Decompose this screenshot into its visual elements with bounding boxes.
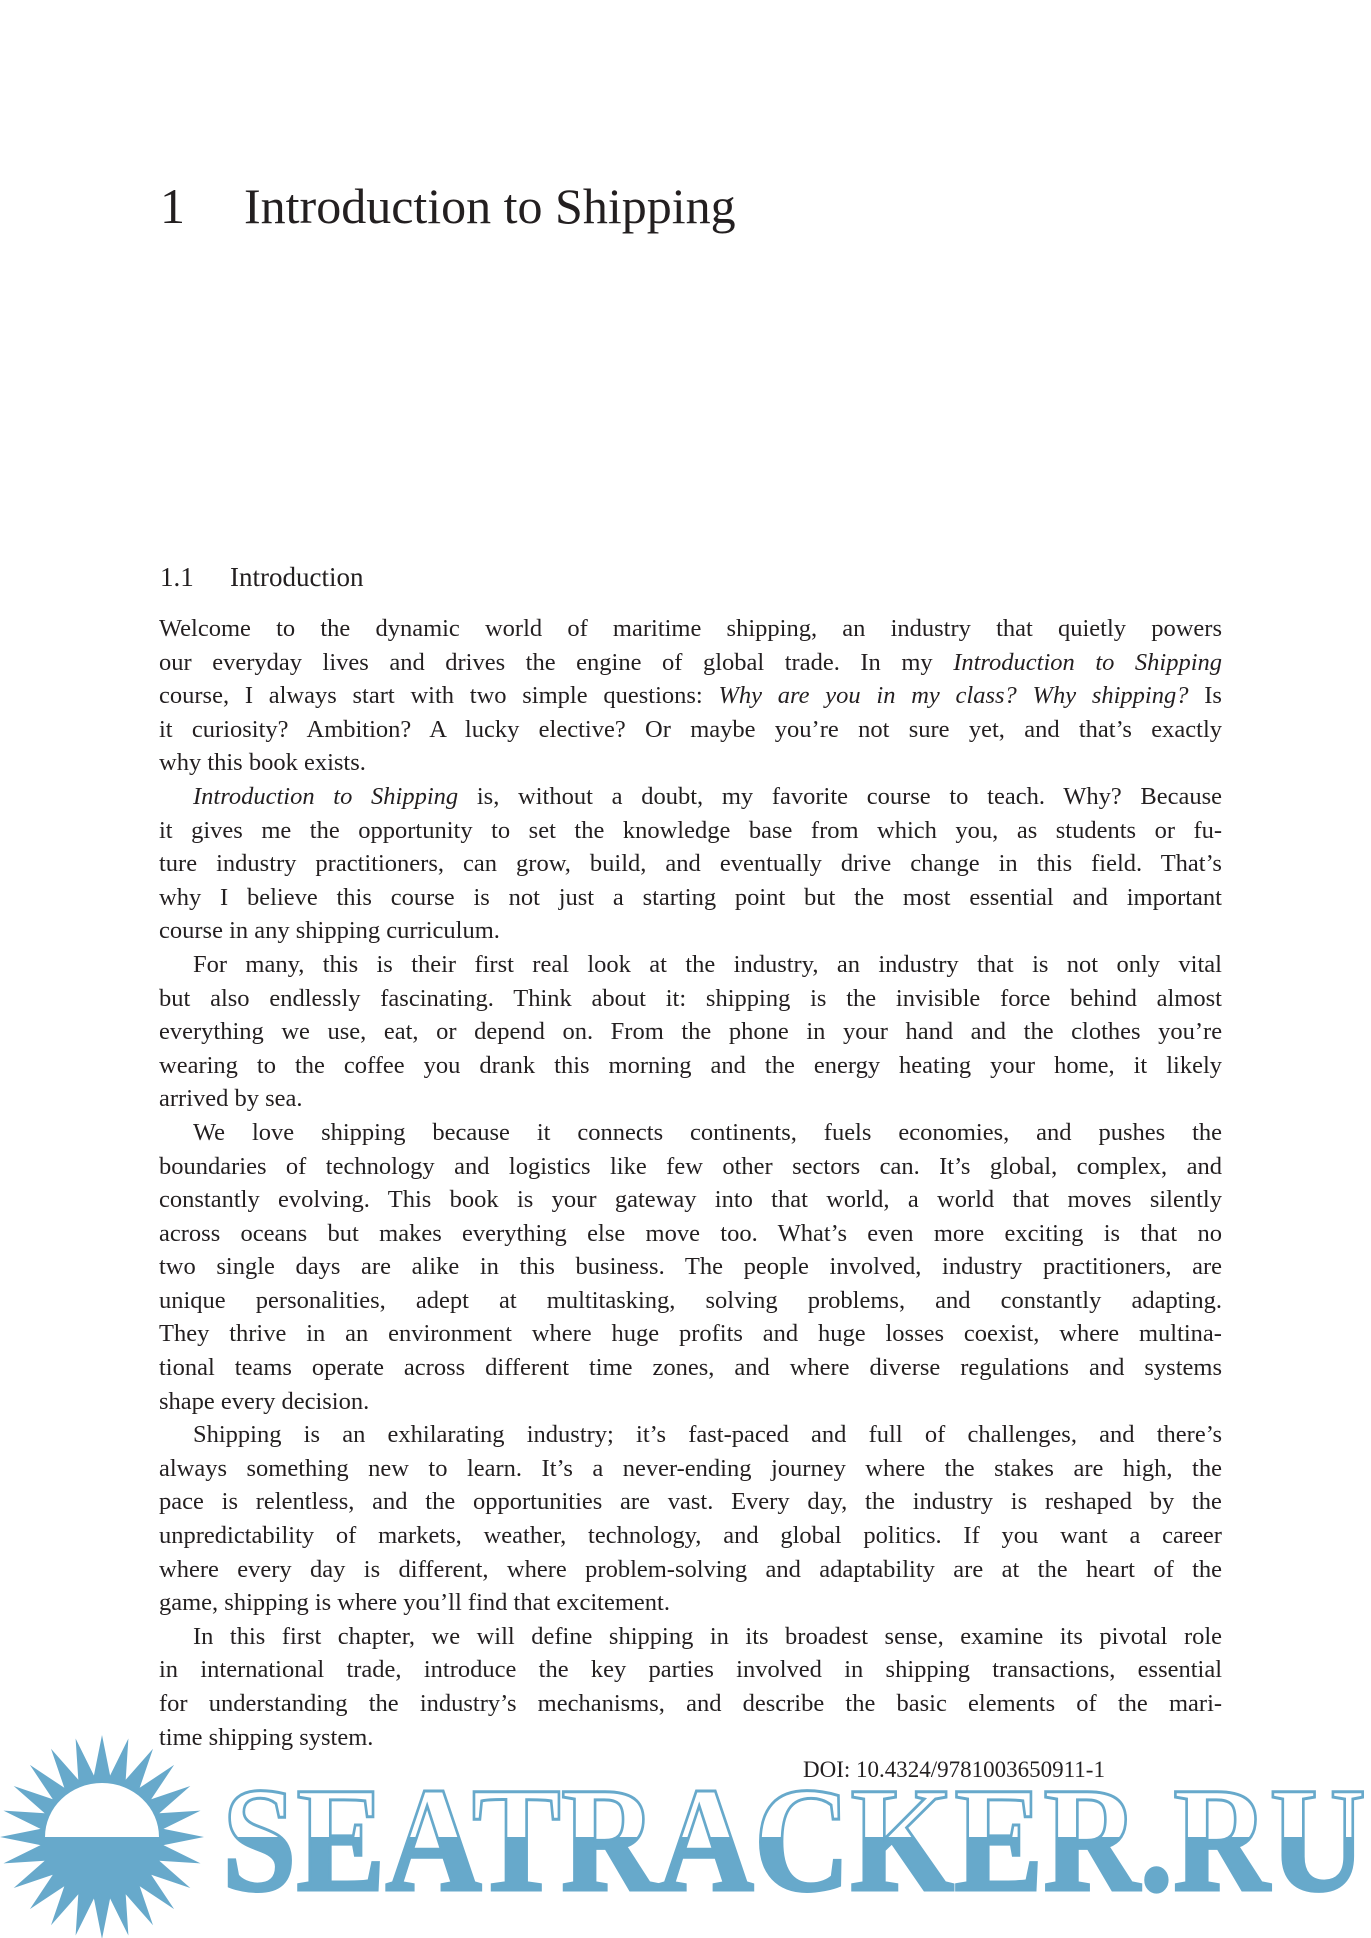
text-segment: but also endlessly fascinating. Think about it: shipping is the invisible force behind almost <box>159 984 1222 1012</box>
text-line <box>159 713 1222 747</box>
text-segment: course in any shipping curriculum. <box>159 917 500 945</box>
text-segment: always something new to learn. It’s a never-ending journey where the stakes are high, the <box>159 1454 1222 1482</box>
text-line <box>159 1082 1222 1116</box>
paragraph <box>159 1116 1222 1418</box>
doi-text: DOI: 10.4324/9781003650911-1 <box>803 1757 1105 1782</box>
text-segment: arrived by sea. <box>159 1085 303 1113</box>
text-segment: We love shipping because it connects continents, fuels economies, and pushes the <box>193 1118 1222 1146</box>
text-segment: it gives me the opportunity to set the knowledge base from which you, as students or fu- <box>159 816 1223 844</box>
text-segment: across oceans but makes everything else move too. What’s even more exciting is that no <box>159 1219 1222 1247</box>
text-segment: Welcome to the dynamic world of maritime shipping, an industry that quietly powers <box>159 615 1222 642</box>
text-segment: tional teams operate across different time zones, and where diverse regulations and systems <box>159 1354 1222 1382</box>
text-line <box>159 1150 1222 1184</box>
text-line <box>159 1485 1222 1519</box>
text-segment: They thrive in an environment where huge profits and huge losses coexist, where multina- <box>159 1320 1222 1348</box>
watermark-logo <box>0 1730 1371 1938</box>
text-line <box>159 1452 1222 1486</box>
paragraph <box>159 1418 1222 1620</box>
text-segment: it curiosity? Ambition? A lucky elective? Or maybe you’re not sure yet, and that’s exactly <box>159 715 1223 743</box>
text-line <box>159 1519 1222 1553</box>
text-segment: is, without a doubt, my favorite course to teach. Why? Because <box>458 782 1223 810</box>
text-segment: pace is relentless, and the opportunities are vast. Every day, the industry is reshaped by the <box>159 1488 1222 1516</box>
text-line <box>159 612 1222 646</box>
text-segment: course, I always start with two simple questions: <box>159 682 719 710</box>
text-segment: why I believe this course is not just a starting point but the most essential and important <box>159 883 1222 911</box>
text-line <box>159 1317 1222 1351</box>
text-segment: ture industry practitioners, can grow, build, and eventually drive change in this field. That’s <box>159 850 1222 878</box>
text-segment: for understanding the industry’s mechanisms, and describe the basic elements of the mari- <box>159 1690 1223 1717</box>
text-line <box>159 646 1222 680</box>
text-segment: wearing to the coffee you drank this morning and the energy heating your home, it likely <box>159 1051 1223 1079</box>
text-line <box>159 1418 1222 1452</box>
text-segment: Shipping is an exhilarating industry; it’s fast-paced and full of challenges, and there’s <box>193 1421 1223 1449</box>
text-segment: Is <box>1188 682 1222 710</box>
text-segment: unpredictability of markets, weather, technology, and global politics. If you want a career <box>159 1522 1222 1550</box>
text-segment: two single days are alike in this business. The people involved, industry practitioners, are <box>159 1253 1223 1281</box>
text-segment: everything we use, eat, or depend on. From the phone in your hand and the clothes you’re <box>159 1018 1223 1046</box>
text-segment: shape every decision. <box>159 1387 370 1415</box>
paragraph <box>159 948 1222 1116</box>
text-segment: unique personalities, adept at multitasking, solving problems, and constantly adapting. <box>159 1286 1222 1314</box>
paragraph <box>159 612 1222 780</box>
body-text <box>159 612 1222 1754</box>
italic-text: Introduction to Shipping <box>953 648 1223 676</box>
text-line <box>159 1015 1222 1049</box>
text-segment: In this first chapter, we will define shipping in its broadest sense, examine its pivotal role <box>193 1622 1223 1650</box>
text-segment: where every day is different, where problem-solving and adaptability are at the heart of the <box>159 1555 1223 1583</box>
text-segment: For many, this is their first real look at the industry, an industry that is not only vital <box>193 950 1222 978</box>
text-line <box>159 1553 1222 1587</box>
text-line <box>159 1217 1222 1251</box>
text-line <box>159 1653 1222 1687</box>
text-line <box>159 1351 1222 1385</box>
text-segment: game, shipping is where you’ll find that excitement. <box>159 1589 670 1617</box>
text-line <box>159 1250 1222 1284</box>
italic-text: Introduction to Shipping <box>193 782 459 810</box>
text-line <box>159 780 1222 814</box>
text-line <box>159 679 1222 713</box>
text-line <box>159 814 1222 848</box>
text-line <box>159 914 1222 948</box>
text-line <box>159 1586 1222 1620</box>
text-line <box>159 847 1222 881</box>
chapter-number: 1 <box>160 178 185 234</box>
text-segment: in international trade, introduce the key parties involved in shipping transactions, essential <box>159 1656 1223 1684</box>
text-line <box>159 1183 1222 1217</box>
section-title: Introduction <box>230 562 364 592</box>
text-segment: boundaries of technology and logistics like few other sectors can. It’s global, complex, and <box>159 1152 1222 1180</box>
paragraph <box>159 780 1222 948</box>
italic-text: Why are you in my class? Why shipping? <box>718 682 1189 710</box>
text-line <box>159 1687 1222 1721</box>
text-line <box>159 1385 1222 1419</box>
text-segment: why this book exists. <box>159 749 366 777</box>
sun-icon <box>0 1735 204 1938</box>
chapter-title: Introduction to Shipping <box>244 178 736 234</box>
text-segment: constantly evolving. This book is your gateway into that world, a world that moves silently <box>159 1186 1222 1214</box>
text-line <box>159 1116 1222 1150</box>
text-line <box>159 746 1222 780</box>
text-segment: time shipping system. <box>159 1723 374 1751</box>
text-segment: our everyday lives and drives the engine of global trade. In my <box>159 648 954 676</box>
text-line <box>159 948 1222 982</box>
text-line <box>159 982 1222 1016</box>
text-line <box>159 1620 1222 1654</box>
text-line <box>159 881 1222 915</box>
text-line <box>159 1284 1222 1318</box>
text-line <box>159 1049 1222 1083</box>
watermark-text: SEATRACKER.RU <box>222 1757 1366 1923</box>
section-number: 1.1 <box>160 562 194 592</box>
